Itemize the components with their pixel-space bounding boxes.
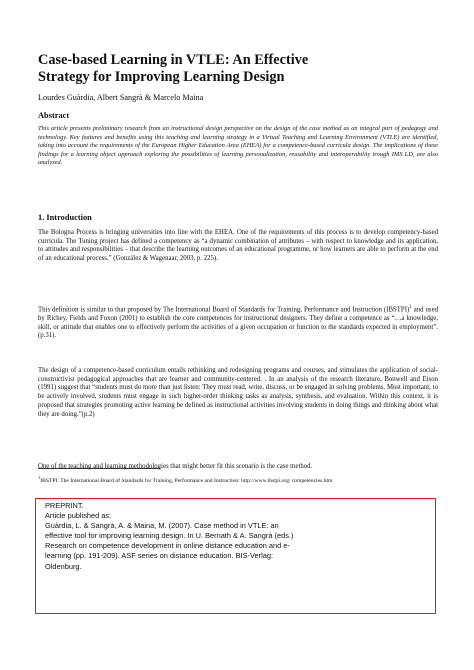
preprint-notice-box [35, 498, 436, 614]
abstract-text: This article presents preliminary research from an instructional design perspective on the design of the case method as an integral part of pedagogy and technology. Key features and benefits using this teaching and learning strategy in a Virtual Teaching and Learning Environment (VTLE) are identified, taking into account the requirements of the European Higher Education Area (EHEA) for a competence-based curricula design. The implications of these findings for a learning object approach exploring the possibilities of learning personalization, reusability and interoperability trough IMS LD, are also analyzed. [38, 125, 438, 166]
preprint-line-1: PREPRINT. [45, 501, 84, 510]
footnote-number: 1 [38, 475, 41, 480]
footnote [38, 474, 438, 485]
preprint-line-2: Article published as: [45, 511, 112, 521]
abstract-heading: Abstract [38, 111, 70, 120]
preprint-line-6: learning (pp. 191-209). ASF series on distance education. BIS-Verlag: [45, 551, 274, 561]
paragraph-2 [38, 304, 438, 341]
preprint-line-3: Guàrdia, L. & Sangrà, A. & Maina, M. (2007). Case method in VTLE: an [45, 521, 279, 531]
paragraph-2-text-b: and used by Richey, Fields and Foxon (2001) to establish the core competences for instructional designers. They define a competence as “…a knowledge, skill, or attitude that enables one to effectively perform the activities of a given occupation or function to the standards expected in employment”. (p.31). [38, 306, 438, 340]
paragraph-4: One of the teaching and learning methodologies that might better fit this scenario is the case method. [38, 463, 313, 470]
section-heading-introduction: 1. Introduction [38, 213, 92, 222]
title-line-2: Strategy for Improving Learning Design [38, 69, 285, 85]
preprint-line-4: effective tool for improving learning design. In U. Bernath & A. Sangrà (eds.) [45, 531, 294, 541]
paragraph-3: The design of a competence-based curriculum entails rethinking and redesigning programs and courses, and stimulates the application of social-constructivist pedagogical approaches that are learner and community-centered. . In an analysis of the research literature, Bonwell and Eison (1991) suggest that “students must do more than just listen: They must read, write, discuss, or be engaged in solving problems. Most important, to be actively involved, students must engage in such higher-order thinking tasks as analysis, synthesis, and evaluation. Within this context, it is proposed that strategies promoting active learning be defined as instructional activities involving students in doing things and thinking about what they are doing.”(p.2) [38, 367, 438, 418]
paragraph-2-text-a: This definition is similar to that proposed by The International Board of Standards for Training, Performance and Instruction (IBSTPI) [38, 306, 410, 314]
footnote-marker[interactable]: 1 [409, 305, 412, 310]
preprint-line-5: Research on competence development in online distance education and e- [45, 541, 290, 551]
footnote-divider [38, 468, 160, 469]
paragraph-1: The Bologna Process is bringing universities into line with the EHEA. One of the requirements of this process is to develop competency-based curricula. The Tuning project has defined a competency as “a dynamic combination of attributes – with respect to knowledge and its application, to attitudes and responsibilities – that describe the learning outcomes of an educational programme, or how learners are able to perform at the end of an educational process.” (González & Wagenaar, 2003, p. 225). [38, 229, 438, 263]
preprint-line-7: Oldenburg. [45, 561, 82, 571]
footnote-text[interactable]: IBSTPI: The International Board of Standards for Training, Performance and Instruction: http://www.ibstpi.org/ competencies.htm [40, 477, 333, 484]
paper-title [38, 52, 438, 86]
title-line-1: Case-based Learning in VTLE: An Effective [38, 52, 309, 68]
authors: Lourdes Guàrdia, Albert Sangrà & Marcelo Maina [38, 93, 204, 102]
